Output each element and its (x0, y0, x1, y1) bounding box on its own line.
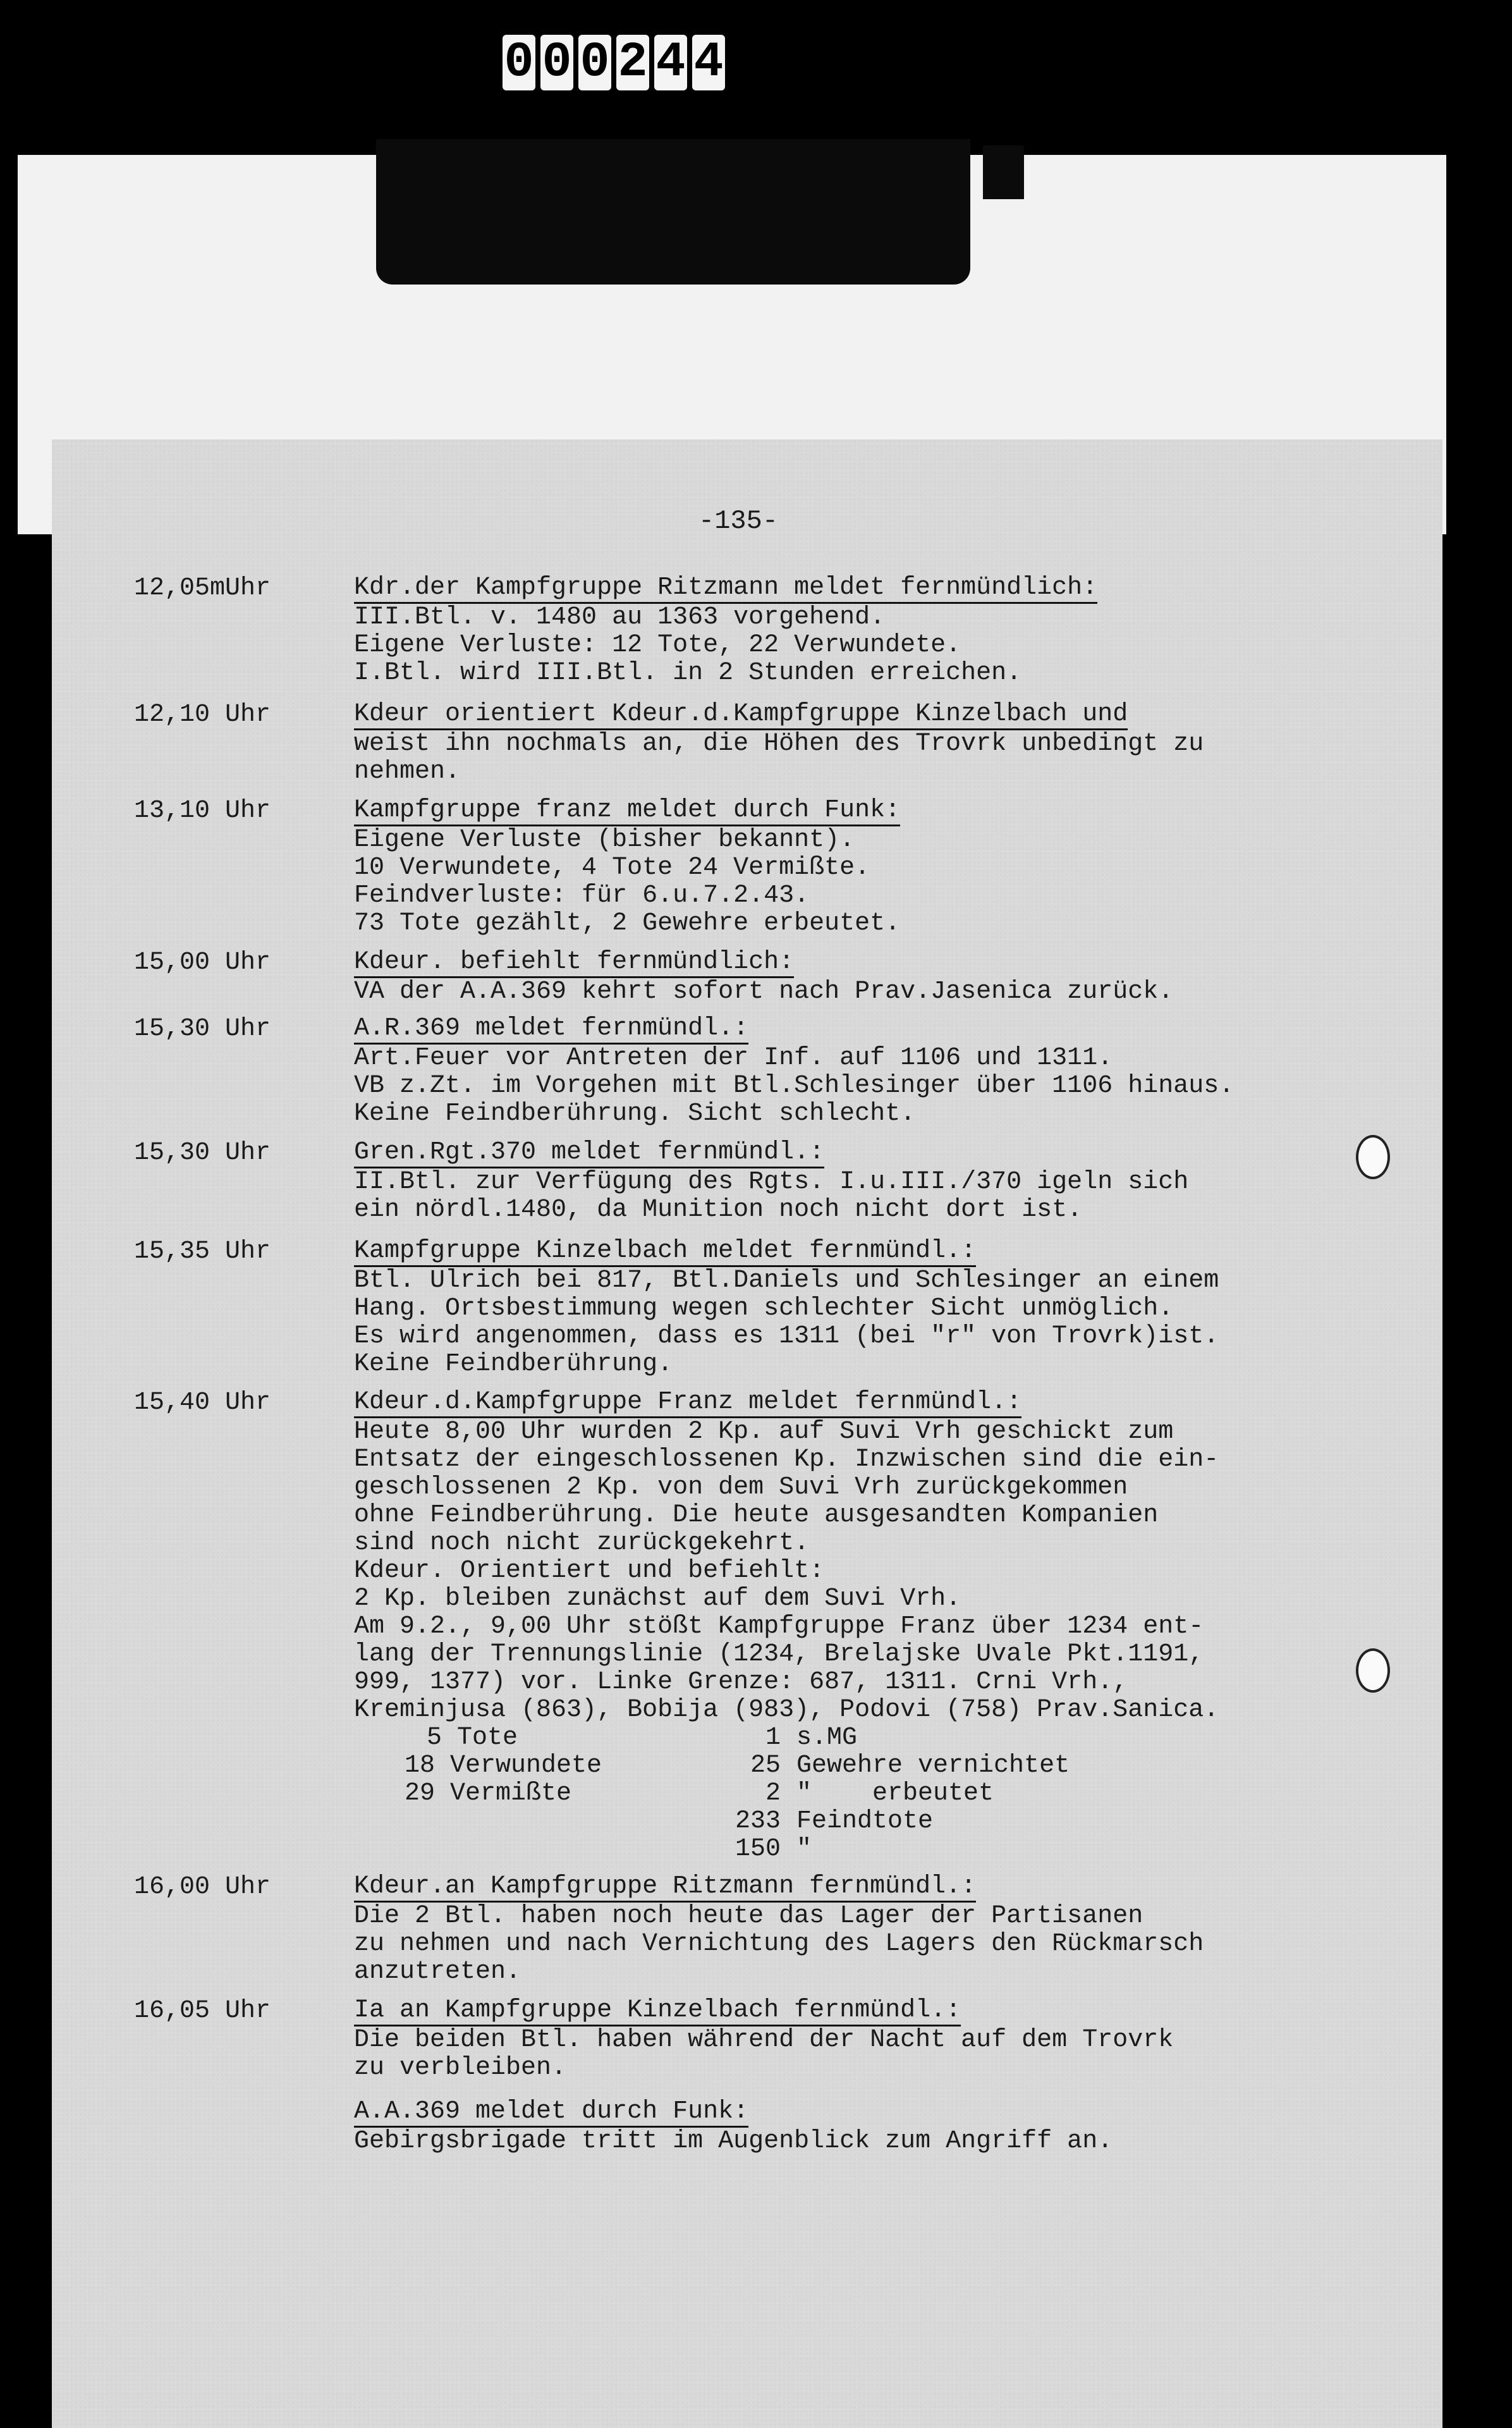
entry-time: 15,40 Uhr (134, 1389, 271, 1417)
entry-line: Kdeur. Orientiert und befiehlt: (354, 1557, 825, 1585)
entry-body (354, 574, 1365, 687)
punch-hole-top (1356, 1135, 1390, 1179)
entry-time: 13,10 Uhr (134, 797, 271, 825)
entry-body (354, 797, 1365, 938)
entry-line: sind noch nicht zurückgekehrt. (354, 1529, 810, 1557)
entry-line: Die beiden Btl. haben während der Nacht auf dem Trovrk (354, 2026, 1174, 2054)
entry-heading: Kdeur.an Kampfgruppe Ritzmann fernmündl.: (354, 1873, 976, 1903)
entry-body (354, 1997, 1365, 2082)
entry-line: zu verbleiben. (354, 2054, 567, 2082)
frame-digit: 4 (692, 35, 725, 90)
entry-heading-line (354, 948, 1365, 978)
entry-heading: Ia an Kampfgruppe Kinzelbach fernmündl.: (354, 1997, 961, 2026)
entry-heading-line (354, 574, 1365, 604)
entry-line: geschlossenen 2 Kp. von dem Suvi Vrh zurückgekommen (354, 1473, 1128, 1502)
entry-line: Gebirgsbrigade tritt im Augenblick zum Angriff an. (354, 2127, 1113, 2155)
entry-heading: Kdeur.d.Kampfgruppe Franz meldet fernmündl.: (354, 1389, 1021, 1418)
own-loss-cell: 29 Vermißte (405, 1779, 572, 1808)
entry-heading-line (354, 797, 1365, 826)
entry-line: 73 Tote gezählt, 2 Gewehre erbeutet. (354, 909, 901, 938)
entry-heading: Gren.Rgt.370 meldet fernmündl.: (354, 1139, 824, 1168)
frame-number (503, 35, 725, 90)
entry-line: I.Btl. wird III.Btl. in 2 Stunden erreichen. (354, 659, 1022, 687)
frame-digit: 0 (503, 35, 535, 90)
binder-clip-tab (983, 145, 1024, 199)
entry-line: VA der A.A.369 kehrt sofort nach Prav.Jasenica zurück. (354, 978, 1174, 1006)
own-loss-cell: 5 Tote (427, 1724, 518, 1752)
frame-digit: 4 (654, 35, 687, 90)
entry-time: 12,10 Uhr (134, 701, 271, 729)
entry-line: Am 9.2., 9,00 Uhr stößt Kampfgruppe Franz über 1234 ent- (354, 1612, 1204, 1641)
enemy-loss-number: 25 (750, 1751, 781, 1780)
frame-digit: 0 (540, 35, 573, 90)
entry-line: Entsatz der eingeschlossenen Kp. Inzwischen sind die ein- (354, 1445, 1219, 1474)
punch-hole-bottom (1356, 1648, 1390, 1693)
entry-line: Keine Feindberührung. (354, 1350, 673, 1378)
own-loss-cell: 18 Verwundete (405, 1751, 602, 1780)
entry-line: Es wird angenommen, dass es 1311 (bei "r" von Trovrk)ist. (354, 1322, 1219, 1351)
entry-body (354, 1139, 1365, 1224)
entry-line: ohne Feindberührung. Die heute ausgesandten Kompanien (354, 1501, 1159, 1530)
entry-line: III.Btl. v. 1480 au 1363 vorgehend. (354, 603, 886, 632)
entry-heading-line (354, 1237, 1365, 1267)
entry-line: ein nördl.1480, da Munition noch nicht dort ist. (354, 1196, 1083, 1224)
entry-heading: Kdeur orientiert Kdeur.d.Kampfgruppe Kinzelbach und (354, 701, 1128, 730)
entry-body (354, 1388, 1365, 1863)
entry-line: Art.Feuer vor Antreten der Inf. auf 1106 und 1311. (354, 1044, 1113, 1072)
entry-line: Eigene Verluste (bisher bekannt). (354, 826, 855, 854)
entry-line: Eigene Verluste: 12 Tote, 22 Verwundete. (354, 631, 961, 659)
entry-body (354, 2098, 1365, 2155)
entry-body (354, 701, 1365, 786)
enemy-loss-label: " erbeutet (796, 1779, 994, 1808)
entry-line: Keine Feindberührung. Sicht schlecht. (354, 1100, 916, 1128)
entry-line: zu nehmen und nach Vernichtung des Lagers den Rückmarsch (354, 1930, 1204, 1958)
enemy-loss-number: 1 (765, 1724, 781, 1752)
entry-line: 10 Verwundete, 4 Tote 24 Vermißte. (354, 854, 870, 882)
enemy-loss-number: 2 (765, 1779, 781, 1808)
entry-heading: Kampfgruppe Kinzelbach meldet fernmündl.: (354, 1237, 976, 1267)
entry-line: Heute 8,00 Uhr wurden 2 Kp. auf Suvi Vrh geschickt zum (354, 1418, 1174, 1446)
losses-table (354, 1724, 1176, 1863)
enemy-loss-number: 233 (735, 1807, 781, 1836)
enemy-loss-label: Feindtote (796, 1807, 934, 1836)
entry-line: lang der Trennungslinie (1234, Brelajske Uvale Pkt.1191, (354, 1640, 1204, 1669)
entry-line: Kreminjusa (863), Bobija (983), Podovi (758) Prav.Sanica. (354, 1696, 1219, 1724)
entry-line: 999, 1377) vor. Linke Grenze: 687, 1311. Crni Vrh., (354, 1668, 1128, 1696)
enemy-loss-label: Gewehre vernichtet (796, 1751, 1070, 1780)
entry-heading-line (354, 1389, 1365, 1418)
entry-body (354, 1015, 1365, 1128)
entry-heading-line (354, 701, 1365, 730)
enemy-loss-label: s.MG (796, 1724, 858, 1752)
entry-body (354, 948, 1365, 1006)
entry-heading: A.A.369 meldet durch Funk: (354, 2098, 748, 2128)
frame-digit: 0 (578, 35, 611, 90)
entry-line: nehmen. (354, 757, 461, 786)
binder-clip (376, 139, 970, 285)
enemy-loss-number: 150 (735, 1835, 781, 1863)
entry-line: VB z.Zt. im Vorgehen mit Btl.Schlesinger über 1106 hinaus. (354, 1072, 1235, 1100)
entry-time: 16,00 Uhr (134, 1873, 271, 1901)
entry-heading: A.R.369 meldet fernmündl.: (354, 1015, 748, 1045)
entry-line: weist ihn nochmals an, die Höhen des Trovrk unbedingt zu (354, 730, 1204, 758)
enemy-loss-label: " (796, 1835, 812, 1863)
entry-line: II.Btl. zur Verfügung des Rgts. I.u.III./370 igeln sich (354, 1168, 1189, 1196)
entry-time: 15,00 Uhr (134, 948, 271, 977)
entry-heading: Kdeur. befiehlt fernmündlich: (354, 948, 794, 978)
entry-body (354, 1873, 1365, 1986)
entry-body (354, 1237, 1365, 1378)
entry-heading: Kdr.der Kampfgruppe Ritzmann meldet fernmündlich: (354, 574, 1097, 604)
page-number: -135- (698, 506, 779, 536)
entry-time: 15,30 Uhr (134, 1015, 271, 1043)
entry-line: Hang. Ortsbestimmung wegen schlechter Sicht unmöglich. (354, 1294, 1174, 1323)
frame-digit: 2 (616, 35, 649, 90)
entry-heading-line (354, 1997, 1365, 2026)
entry-heading: Kampfgruppe franz meldet durch Funk: (354, 797, 900, 826)
entry-line: Feindverluste: für 6.u.7.2.43. (354, 881, 810, 910)
entry-time: 12,05mUhr (134, 574, 271, 603)
entry-time: 15,30 Uhr (134, 1139, 271, 1167)
entry-line: anzutreten. (354, 1958, 521, 1986)
entry-heading-line (354, 1015, 1365, 1045)
entry-time: 16,05 Uhr (134, 1997, 271, 2025)
entry-heading-line (354, 2098, 1365, 2128)
entry-line: 2 Kp. bleiben zunächst auf dem Suvi Vrh. (354, 1585, 961, 1613)
entry-line: Btl. Ulrich bei 817, Btl.Daniels und Schlesinger an einem (354, 1266, 1219, 1295)
entry-heading-line (354, 1873, 1365, 1903)
entry-time: 15,35 Uhr (134, 1237, 271, 1266)
entry-heading-line (354, 1139, 1365, 1168)
entry-line: Die 2 Btl. haben noch heute das Lager der Partisanen (354, 1902, 1143, 1930)
